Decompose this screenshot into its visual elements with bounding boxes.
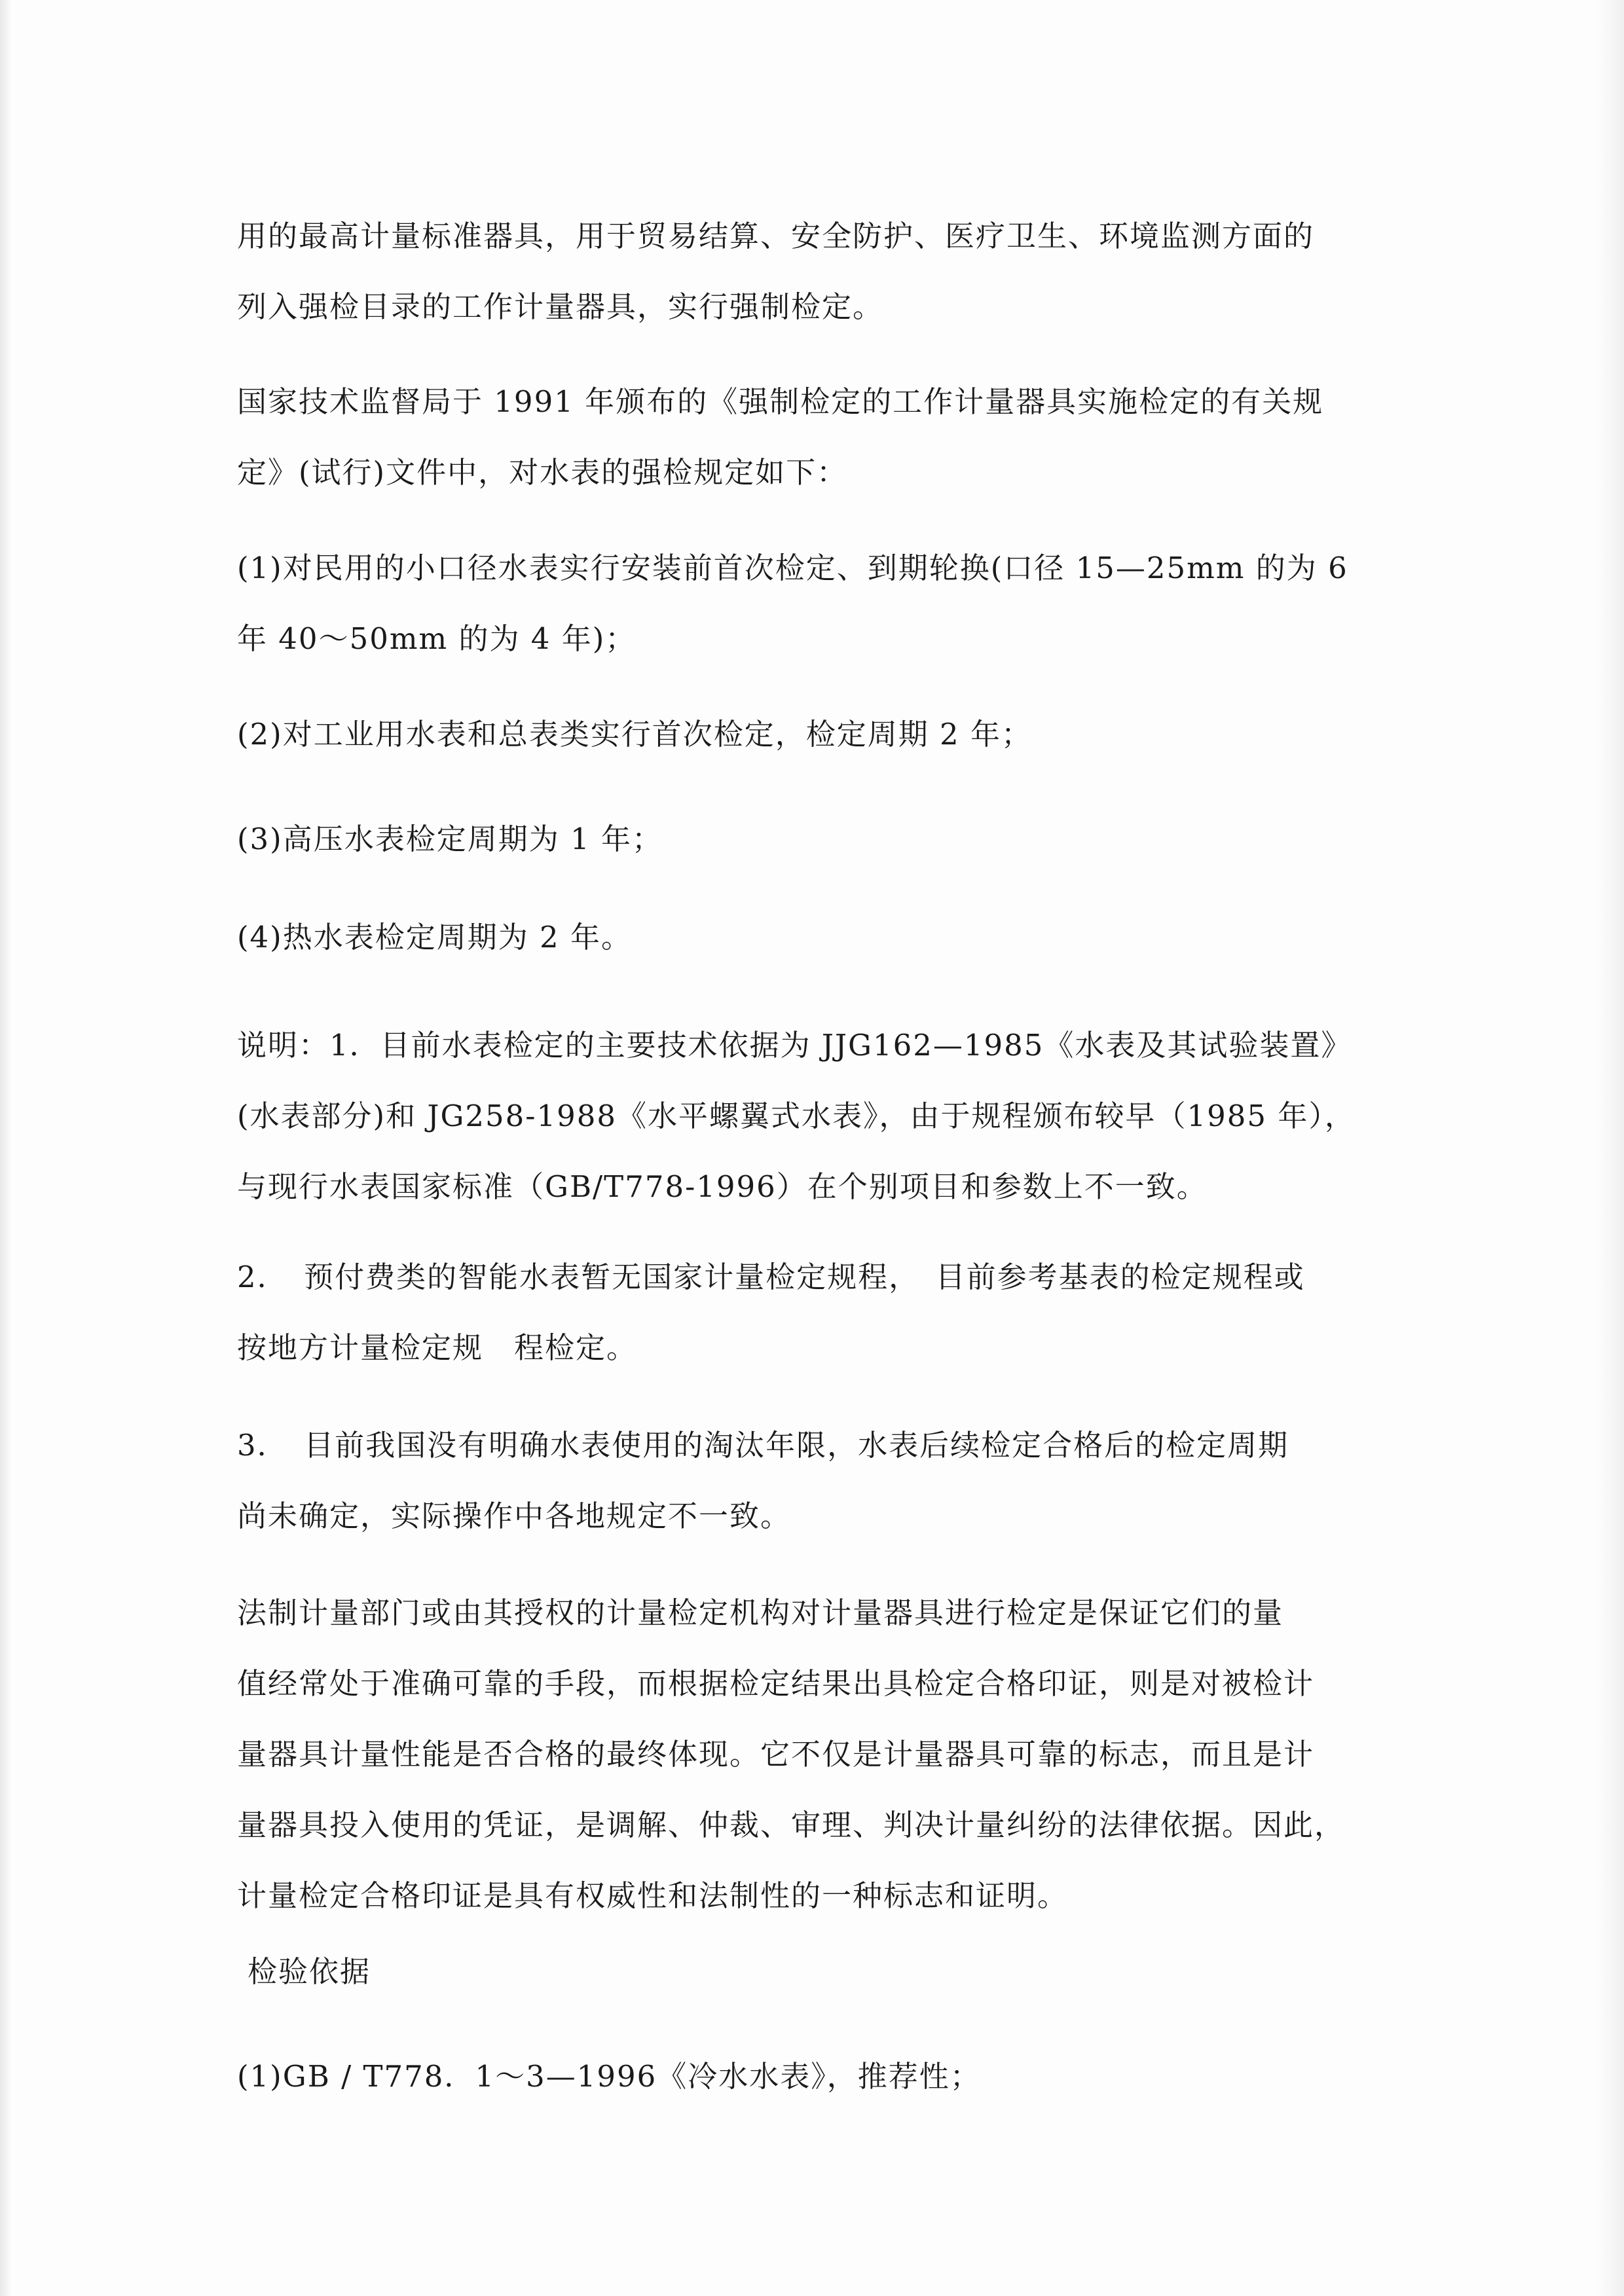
section-heading-basis <box>248 1937 1400 2007</box>
list-item-3 <box>237 804 1390 875</box>
text-line: (4)热水表检定周期为 2 年。 <box>237 920 632 955</box>
text-line: (3)高压水表检定周期为 1 年； <box>237 822 663 856</box>
note-item-3 <box>237 1410 1390 1552</box>
text-line: 说明：1．目前水表检定的主要技术依据为 JJG162—1985《水表及其试验装置》 <box>237 1028 1352 1063</box>
section-heading-text: 检验依据 <box>248 1954 371 1989</box>
text-line: 尚未确定，实际操作中各地规定不一致。 <box>237 1499 792 1533</box>
text-line: 国家技术监督局于 1991 年颁布的《强制检定的工作计量器具实施检定的有关规 <box>237 384 1324 419</box>
text-line: 值经常处于准确可靠的手段，而根据检定结果出具检定合格印证，则是对被检计 <box>237 1666 1315 1701</box>
text-line: (1)对民用的小口径水表实行安装前首次检定、到期轮换(口径 15—25mm 的为 6 <box>237 551 1348 585</box>
list-item-2 <box>237 699 1390 770</box>
text-line: 年 40～50mm 的为 4 年)； <box>237 621 637 656</box>
text-line: 量器具计量性能是否合格的最终体现。它不仅是计量器具可靠的标志，而且是计 <box>237 1737 1315 1772</box>
paragraph-legal-metrology <box>237 1578 1390 1931</box>
scan-edge-left <box>0 0 12 2296</box>
list-item-4 <box>237 902 1390 973</box>
text-line: (水表部分)和 JG258-1988《水平螺翼式水表》，由于规程颁布较早（1985 年）， <box>237 1099 1356 1133</box>
text-line: 定》(试行)文件中，对水表的强检规定如下： <box>237 455 848 490</box>
paragraph-regulation <box>237 367 1390 508</box>
text-line: 与现行水表国家标准（GB/T778-1996）在个别项目和参数上不一致。 <box>237 1169 1208 1204</box>
scan-edge-right <box>1598 0 1624 2296</box>
text-line: 计量检定合格印证是具有权威性和法制性的一种标志和证明。 <box>237 1878 1069 1913</box>
text-line: 3． 目前我国没有明确水表使用的淘汰年限，水表后续检定合格后的检定周期 <box>237 1428 1289 1463</box>
basis-item-1 <box>237 2041 1390 2112</box>
text-line: 按地方计量检定规 程检定。 <box>237 1330 638 1365</box>
paragraph-scope-intro <box>237 201 1390 342</box>
list-item-1 <box>237 533 1390 674</box>
text-line: 法制计量部门或由其授权的计量检定机构对计量器具进行检定是保证它们的量 <box>237 1595 1284 1630</box>
text-line: 用的最高计量标准器具，用于贸易结算、安全防护、医疗卫生、环境监测方面的 <box>237 219 1315 253</box>
paragraph-notes <box>237 1010 1390 1222</box>
text-line: 列入强检目录的工作计量器具，实行强制检定。 <box>237 289 884 324</box>
text-line: (1)GB / T778．1～3—1996《冷水水表》，推荐性； <box>237 2059 981 2094</box>
text-line: (2)对工业用水表和总表类实行首次检定，检定周期 2 年； <box>237 717 1032 752</box>
note-item-2 <box>237 1242 1390 1383</box>
text-line: 量器具投入使用的凭证，是调解、仲裁、审理、判决计量纠纷的法律依据。因此， <box>237 1808 1346 1842</box>
text-line: 2． 预付费类的智能水表暂无国家计量检定规程， 目前参考基表的检定规程或 <box>237 1260 1305 1294</box>
